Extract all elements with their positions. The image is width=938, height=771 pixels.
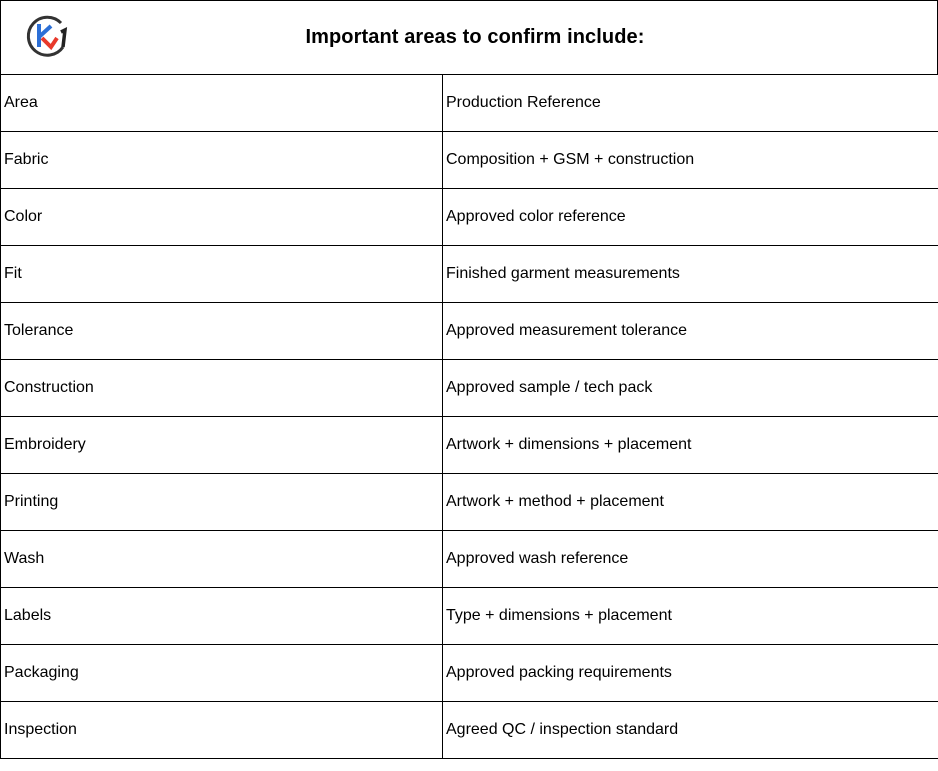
reference-cell: Artwork + method + placement [443,474,938,531]
reference-cell: Approved color reference [443,189,938,246]
table-row [1,588,938,645]
reference-cell: Approved wash reference [443,531,938,588]
table-row [1,360,938,417]
area-cell: Inspection [1,702,443,759]
table-row [1,75,938,132]
area-cell: Fit [1,246,443,303]
area-cell: Fabric [1,132,443,189]
area-cell: Area [1,75,443,132]
table-row [1,531,938,588]
reference-cell: Finished garment measurements [443,246,938,303]
area-cell: Packaging [1,645,443,702]
table-row [1,645,938,702]
table-row [1,303,938,360]
table-row [1,702,938,759]
table-row [1,417,938,474]
table-row [1,246,938,303]
page-title: Important areas to confirm include: [305,26,645,48]
area-cell: Color [1,189,443,246]
reference-cell: Approved packing requirements [443,645,938,702]
area-cell: Labels [1,588,443,645]
reference-cell: Agreed QC / inspection standard [443,702,938,759]
header [0,0,938,75]
reference-cell: Production Reference [443,75,938,132]
reference-cell: Composition + GSM + construction [443,132,938,189]
reference-cell: Approved sample / tech pack [443,360,938,417]
reference-cell: Approved measurement tolerance [443,303,938,360]
areas-table [0,74,938,759]
area-cell: Printing [1,474,443,531]
area-cell: Tolerance [1,303,443,360]
area-cell: Wash [1,531,443,588]
reference-cell: Artwork + dimensions + placement [443,417,938,474]
reference-cell: Type + dimensions + placement [443,588,938,645]
area-cell: Construction [1,360,443,417]
table-row [1,474,938,531]
table-row [1,132,938,189]
area-cell: Embroidery [1,417,443,474]
table-row [1,189,938,246]
